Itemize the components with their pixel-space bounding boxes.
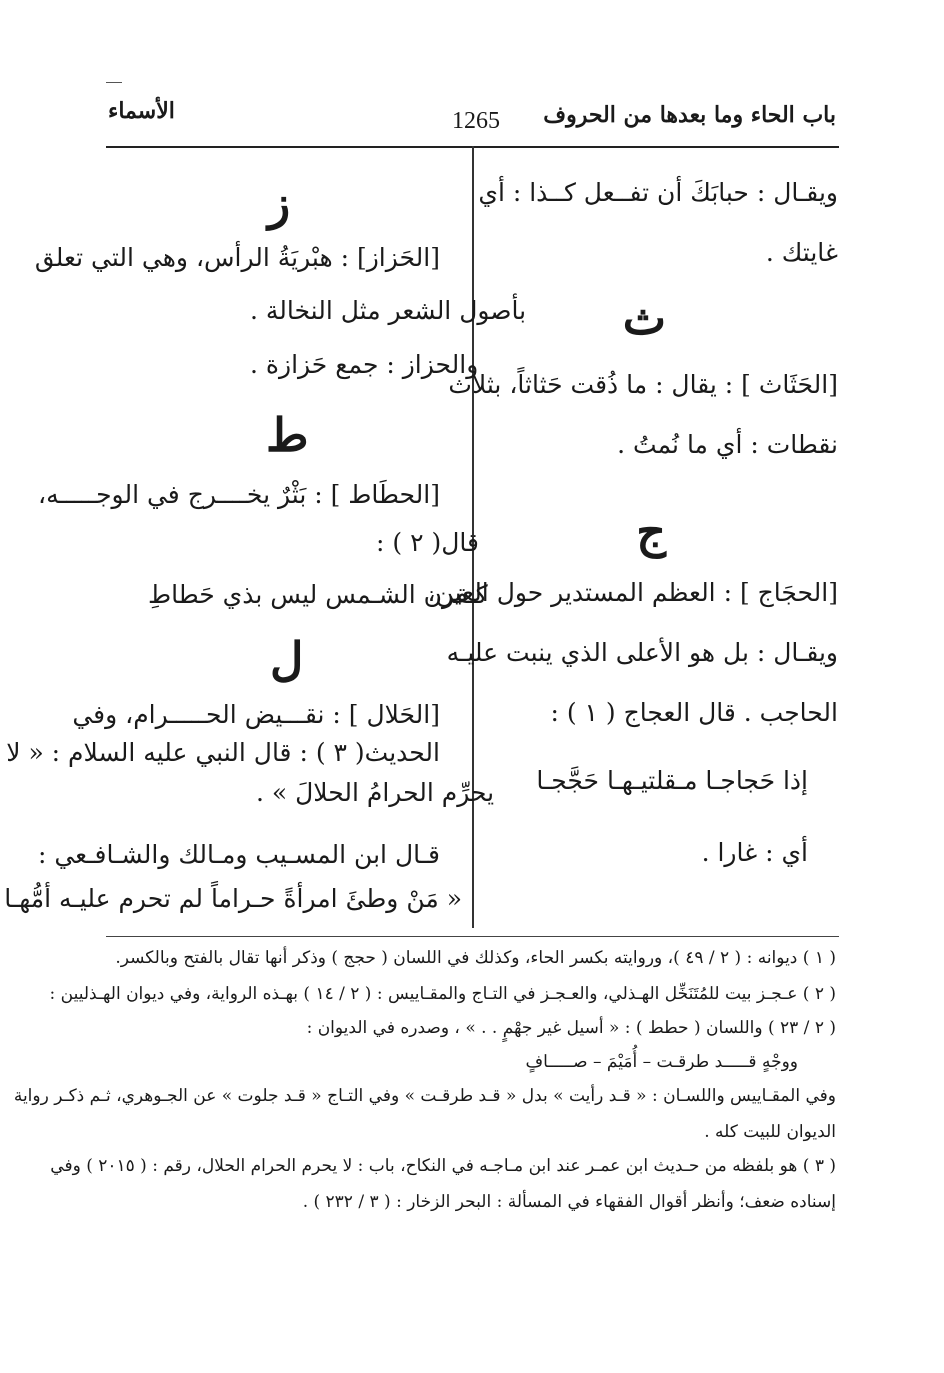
footnote-2-line1: ( ٢ ) عـجـز بيت للمُتَنَخِّل الهـذلي، والعـجـز في التـاج والمقـاييس : ( ٢ / ١٤ ) بهـذه الرواية، وفي ديوان الهـذليين : (49, 984, 836, 1004)
entry-hazaz-line1: [الحَزاز] : هبْريَةُ الرأس، وهي التي تعلق (34, 243, 440, 272)
entry-hazaz-plural: والحزاز : جمع حَزازة . (250, 350, 479, 379)
letter-heading-zay: ز (268, 176, 291, 230)
letter-heading-ta: ط (266, 408, 309, 462)
entry-hajaj-line2: ويقـال : بل هو الأعلى الذي ينبت عليـه (446, 638, 838, 667)
verse-ajjaj: إذا حَجاجـا مـقلتيـهـا حَجَّجـا (536, 766, 808, 795)
entry-hatat-line2: قال( ٢ ) : (376, 528, 479, 557)
entry-hababak-line1: ويقـال : حبابَكَ أن تفــعل كــذا : أي (478, 178, 838, 207)
entry-hababak-line2: غايتك . (765, 238, 838, 267)
entry-hatat-line1: [الحطَاط ] : بَثْرٌ يخــــرج في الوجـــــه، (38, 480, 440, 509)
footnote-divider (106, 936, 839, 937)
page-number: 1265 (452, 108, 500, 134)
entry-halal-line2: الحديث( ٣ ) : قال النبي عليه السلام : « لا (6, 738, 440, 767)
entry-hajaj-line1: [الحجَاج ] : العظم المستدير حول العين، (427, 578, 838, 607)
letter-heading-jim: ج (636, 504, 666, 558)
entry-halal-line5: « مَنْ وطئَ امرأةً حـراماً لم تحرم عليـه أمُّهـا (4, 884, 462, 913)
running-header-category: الأسماء (108, 98, 175, 124)
letter-heading-tha: ث (622, 291, 666, 345)
entry-hajaj-gloss: أي : غارا . (701, 838, 808, 867)
entry-hathath-line1: [الحَثَاث ] : يقال : ما ذُقت حَثاثاً، بثلاث (448, 370, 838, 399)
entry-halal-line4: قـال ابن المسـيب ومـالك والشـافـعي : (37, 840, 440, 869)
footnote-2-line4: وفي المقـاييس واللسـان : « قـد رأيت » بدل « قـد طرقـت » وفي التـاج « قـد جلوت » عن الجـوهري، ثـم ذكـر رواية (13, 1086, 836, 1106)
running-header-section-title: باب الحاء وما بعدها من الحروف (543, 102, 836, 128)
letter-heading-lam: ل (270, 632, 304, 686)
entry-halal-line3: يحرِّم الحرامُ الحلالَ » . (256, 778, 495, 807)
header-tick-mark (106, 82, 122, 83)
footnote-1: ( ١ ) ديوانه : ( ٢ / ٤٩ )، وروايته بكسر الحاء، وكذلك في اللسان ( حجج ) وذكر أنها تقال بالفتح وبالكسر. (115, 948, 836, 968)
footnote-3-line2: إسناده ضعف؛ وأنظر أقوال الفقهاء في المسألة : البحر الزخار : ( ٣ / ٢٣٢ ) . (302, 1192, 836, 1212)
footnote-2-line2: ( ٢ / ٢٣ ) واللسان ( حطط ) : « أسيل غير جهْمٍ . . » ، وصدره في الديوان : (306, 1018, 836, 1038)
entry-hazaz-line2: بأصول الشعر مثل النخالة . (250, 296, 527, 325)
footnote-2-line5: الديوان للبيت كله . (704, 1122, 836, 1142)
entry-hathath-line2: نقطات : أي ما نُمتُ . (617, 430, 838, 459)
entry-hajaj-line3: الحاجب . قال العجاج ( ١ ) : (550, 698, 838, 727)
verse-mutanakhkhil: كـقرن الشـمس ليس بذي حَطاطِ (148, 580, 488, 609)
entry-halal-line1: [الحَلال ] : نقـــيض الحـــــرام، وفي (72, 700, 440, 729)
footnote-3-line1: ( ٣ ) هو بلفظه من حـديث ابن عمـر عند ابن مـاجـه في النكاح، باب : لا يحرم الحرام الحلال، رقم : ( ٢٠١٥ ) وفي (50, 1156, 836, 1176)
footnote-2-verse: ووجْهٍ قـــــد طرقـت – أُمَيْمَ – صـــــافٍ (525, 1052, 798, 1072)
